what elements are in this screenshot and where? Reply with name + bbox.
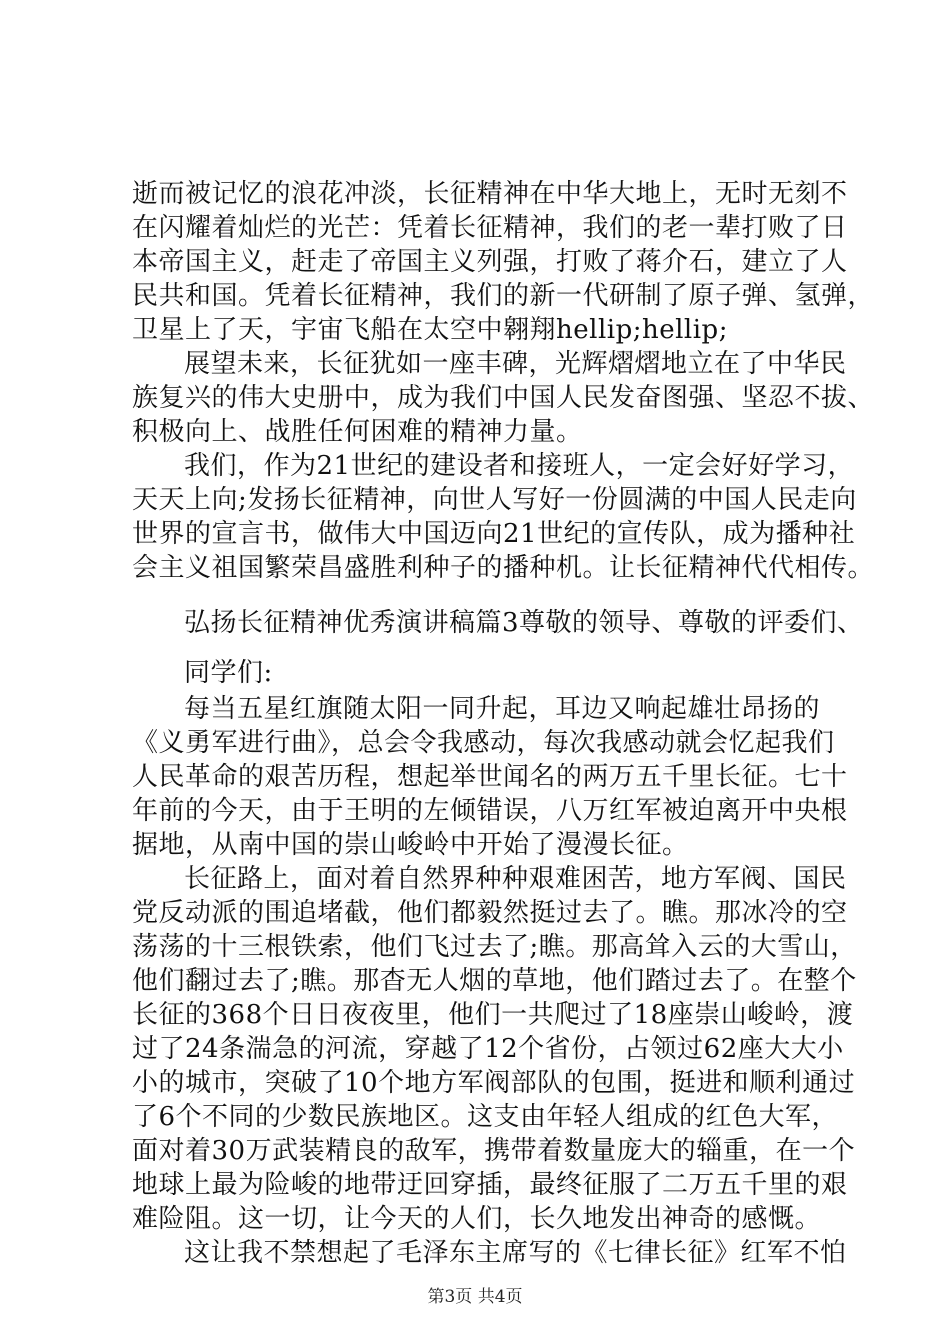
text-line: 会主义祖国繁荣昌盛胜利种子的播种机。让长征精神代代相传。 [132, 553, 875, 583]
text-line: 卫星上了天，宇宙飞船在太空中翱翔hellip;hellip; [132, 315, 728, 345]
text-line: 这让我不禁想起了毛泽东主席写的《七律长征》红军不怕 [184, 1238, 847, 1268]
text-line: 积极向上、战胜任何困难的精神力量。 [132, 417, 583, 447]
text-line: 天天上向;发扬长征精神，向世人写好一份圆满的中国人民走向 [132, 485, 857, 515]
text-line: 长征路上，面对着自然界种种艰难困苦，地方军阀、国民 [184, 864, 847, 894]
text-line: 《义勇军进行曲》，总会令我感动，每次我感动就会忆起我们 [132, 728, 835, 758]
text-line: 族复兴的伟大史册中，成为我们中国人民发奋图强、坚忍不拔、 [132, 383, 875, 413]
text-line: 我们，作为21世纪的建设者和接班人，一定会好好学习， [184, 451, 855, 481]
text-line: 据地，从南中国的崇山峻岭中开始了漫漫长征。 [132, 830, 689, 860]
text-line: 面对着30万武装精良的敌军，携带着数量庞大的辎重，在一个 [132, 1136, 856, 1166]
text-line: 他们翻过去了;瞧。那杳无人烟的草地，他们踏过去了。在整个 [132, 966, 857, 996]
section-heading: 弘扬长征精神优秀演讲稿篇3尊敬的领导、尊敬的评委们、 [184, 608, 864, 638]
text-line: 难险阻。这一切，让今天的人们，长久地发出神奇的感慨。 [132, 1204, 822, 1234]
text-line: 地球上最为险峻的地带迂回穿插，最终征服了二万五千里的艰 [132, 1170, 848, 1200]
text-line: 了6个不同的少数民族地区。这支由年轻人组成的红色大军， [132, 1102, 839, 1132]
text-line: 本帝国主义，赶走了帝国主义列强，打败了蒋介石，建立了人 [132, 247, 848, 277]
text-line: 荡荡的十三根铁索，他们飞过去了;瞧。那高耸入云的大雪山， [132, 932, 857, 962]
text-line: 党反动派的围追堵截，他们都毅然挺过去了。瞧。那冰冷的空 [132, 898, 848, 928]
text-line: 民共和国。凭着长征精神，我们的新一代研制了原子弹、氢弹， [132, 281, 875, 311]
text-line: 在闪耀着灿烂的光芒：凭着长征精神，我们的老一辈打败了日 [132, 213, 848, 243]
text-line: 年前的今天，由于王明的左倾错误，八万红军被迫离开中央根 [132, 796, 848, 826]
text-line: 过了24条湍急的河流，穿越了12个省份，占领过62座大大小 [132, 1034, 844, 1064]
page-number-footer: 第3页 共4页 [427, 1287, 523, 1307]
text-line: 长征的368个日日夜夜里，他们一共爬过了18座崇山峻岭，渡 [132, 1000, 854, 1030]
text-line: 小的城市，突破了10个地方军阀部队的包围，挺进和顺利通过 [132, 1068, 856, 1098]
text-line: 展望未来，长征犹如一座丰碑，光辉熠熠地立在了中华民 [184, 349, 847, 379]
salutation: 同学们: [184, 658, 273, 688]
text-line: 人民革命的艰苦历程，想起举世闻名的两万五千里长征。七十 [132, 762, 848, 792]
text-line: 逝而被记忆的浪花冲淡，长征精神在中华大地上，无时无刻不 [132, 179, 848, 209]
text-line: 世界的宣言书，做伟大中国迈向21世纪的宣传队，成为播种社 [132, 519, 856, 549]
text-line: 每当五星红旗随太阳一同升起，耳边又响起雄壮昂扬的 [184, 694, 821, 724]
